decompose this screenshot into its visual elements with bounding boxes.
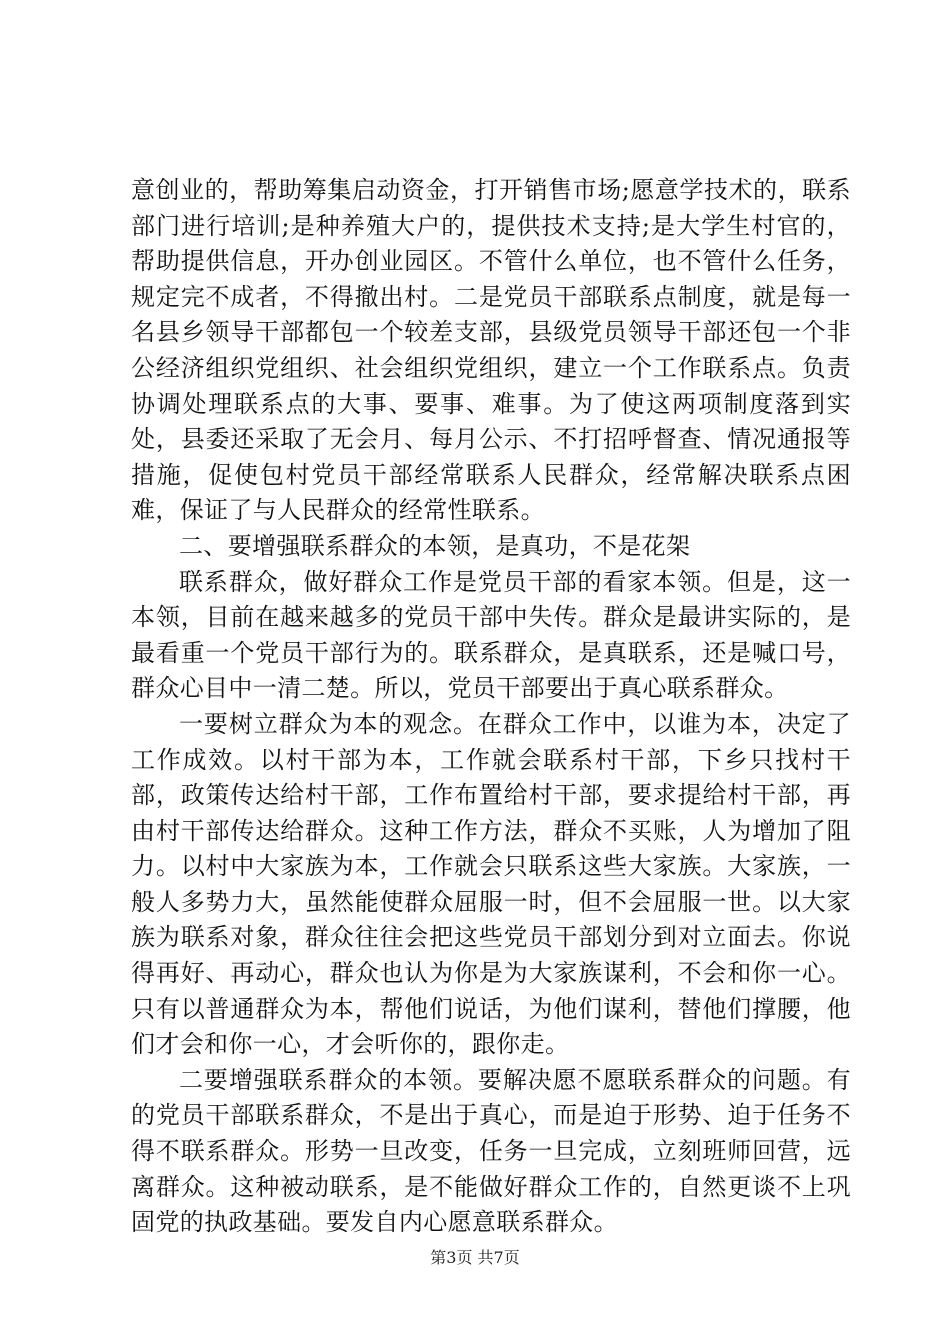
paragraph-point-one: 一要树立群众为本的观念。在群众工作中，以谁为本，决定了工作成效。以村干部为本，工作就会联系村干部，下乡只找村干部，政策传达给村干部，工作布置给村干部，要求提给村干部，再由村干部传达给群众。这种工作方法，群众不买账，人为增加了阻力。以村中大家族为本，工作就会只联系这些大家族。大家族，一般人多势力大，虽然能使群众屈服一时，但不会屈服一世。以大家族为联系对象，群众往往会把这些党员干部划分到对立面去。你说得再好、再动心，群众也认为你是为大家族谋利，不会和你一心。只有以普通群众为本，帮他们说话，为他们谋利，替他们撑腰，他们才会和你一心，才会听你的，跟你走。 [131, 709, 851, 1059]
page-number-footer: 第3页 共7页 [430, 1248, 520, 1267]
paragraph-continuation: 意创业的，帮助筹集启动资金，打开销售市场;愿意学技术的，联系部门进行培训;是种养殖大户的，提供技术支持;是大学生村官的，帮助提供信息，开办创业园区。不管什么单位，也不管什么任务，规定完不成者，不得撤出村。二是党员干部联系点制度，就是每一名县乡领导干部都包一个较差支部，县级党员领导干部还包一个非公经济组织党组织、社会组织党组织，建立一个工作联系点。负责协调处理联系点的大事、要事、难事。为了使这两项制度落到实处，县委还采取了无会月、每月公示、不打招呼督查、情况通报等措施，促使包村党员干部经常联系人民群众，经常解决联系点困难，保证了与人民群众的经常性联系。 [131, 176, 851, 525]
paragraph-intro: 联系群众，做好群众工作是党员干部的看家本领。但是，这一本领，目前在越来越多的党员干部中失传。群众是最讲实际的，是最看重一个党员干部行为的。联系群众，是真联系，还是喊口号，群众心目中一清二楚。所以，党员干部要出于真心联系群众。 [131, 567, 851, 703]
section-heading: 二、要增强联系群众的本领，是真功，不是花架 [179, 531, 691, 560]
paragraph-point-two: 二要增强联系群众的本领。要解决愿不愿联系群众的问题。有的党员干部联系群众，不是出于真心，而是迫于形势、迫于任务不得不联系群众。形势一旦改变，任务一旦完成，立刻班师回营，远离群众。这种被动联系，是不能做好群众工作的，自然更谈不上巩固党的执政基础。要发自内心愿意联系群众。 [131, 1065, 851, 1237]
document-body [131, 173, 851, 1241]
